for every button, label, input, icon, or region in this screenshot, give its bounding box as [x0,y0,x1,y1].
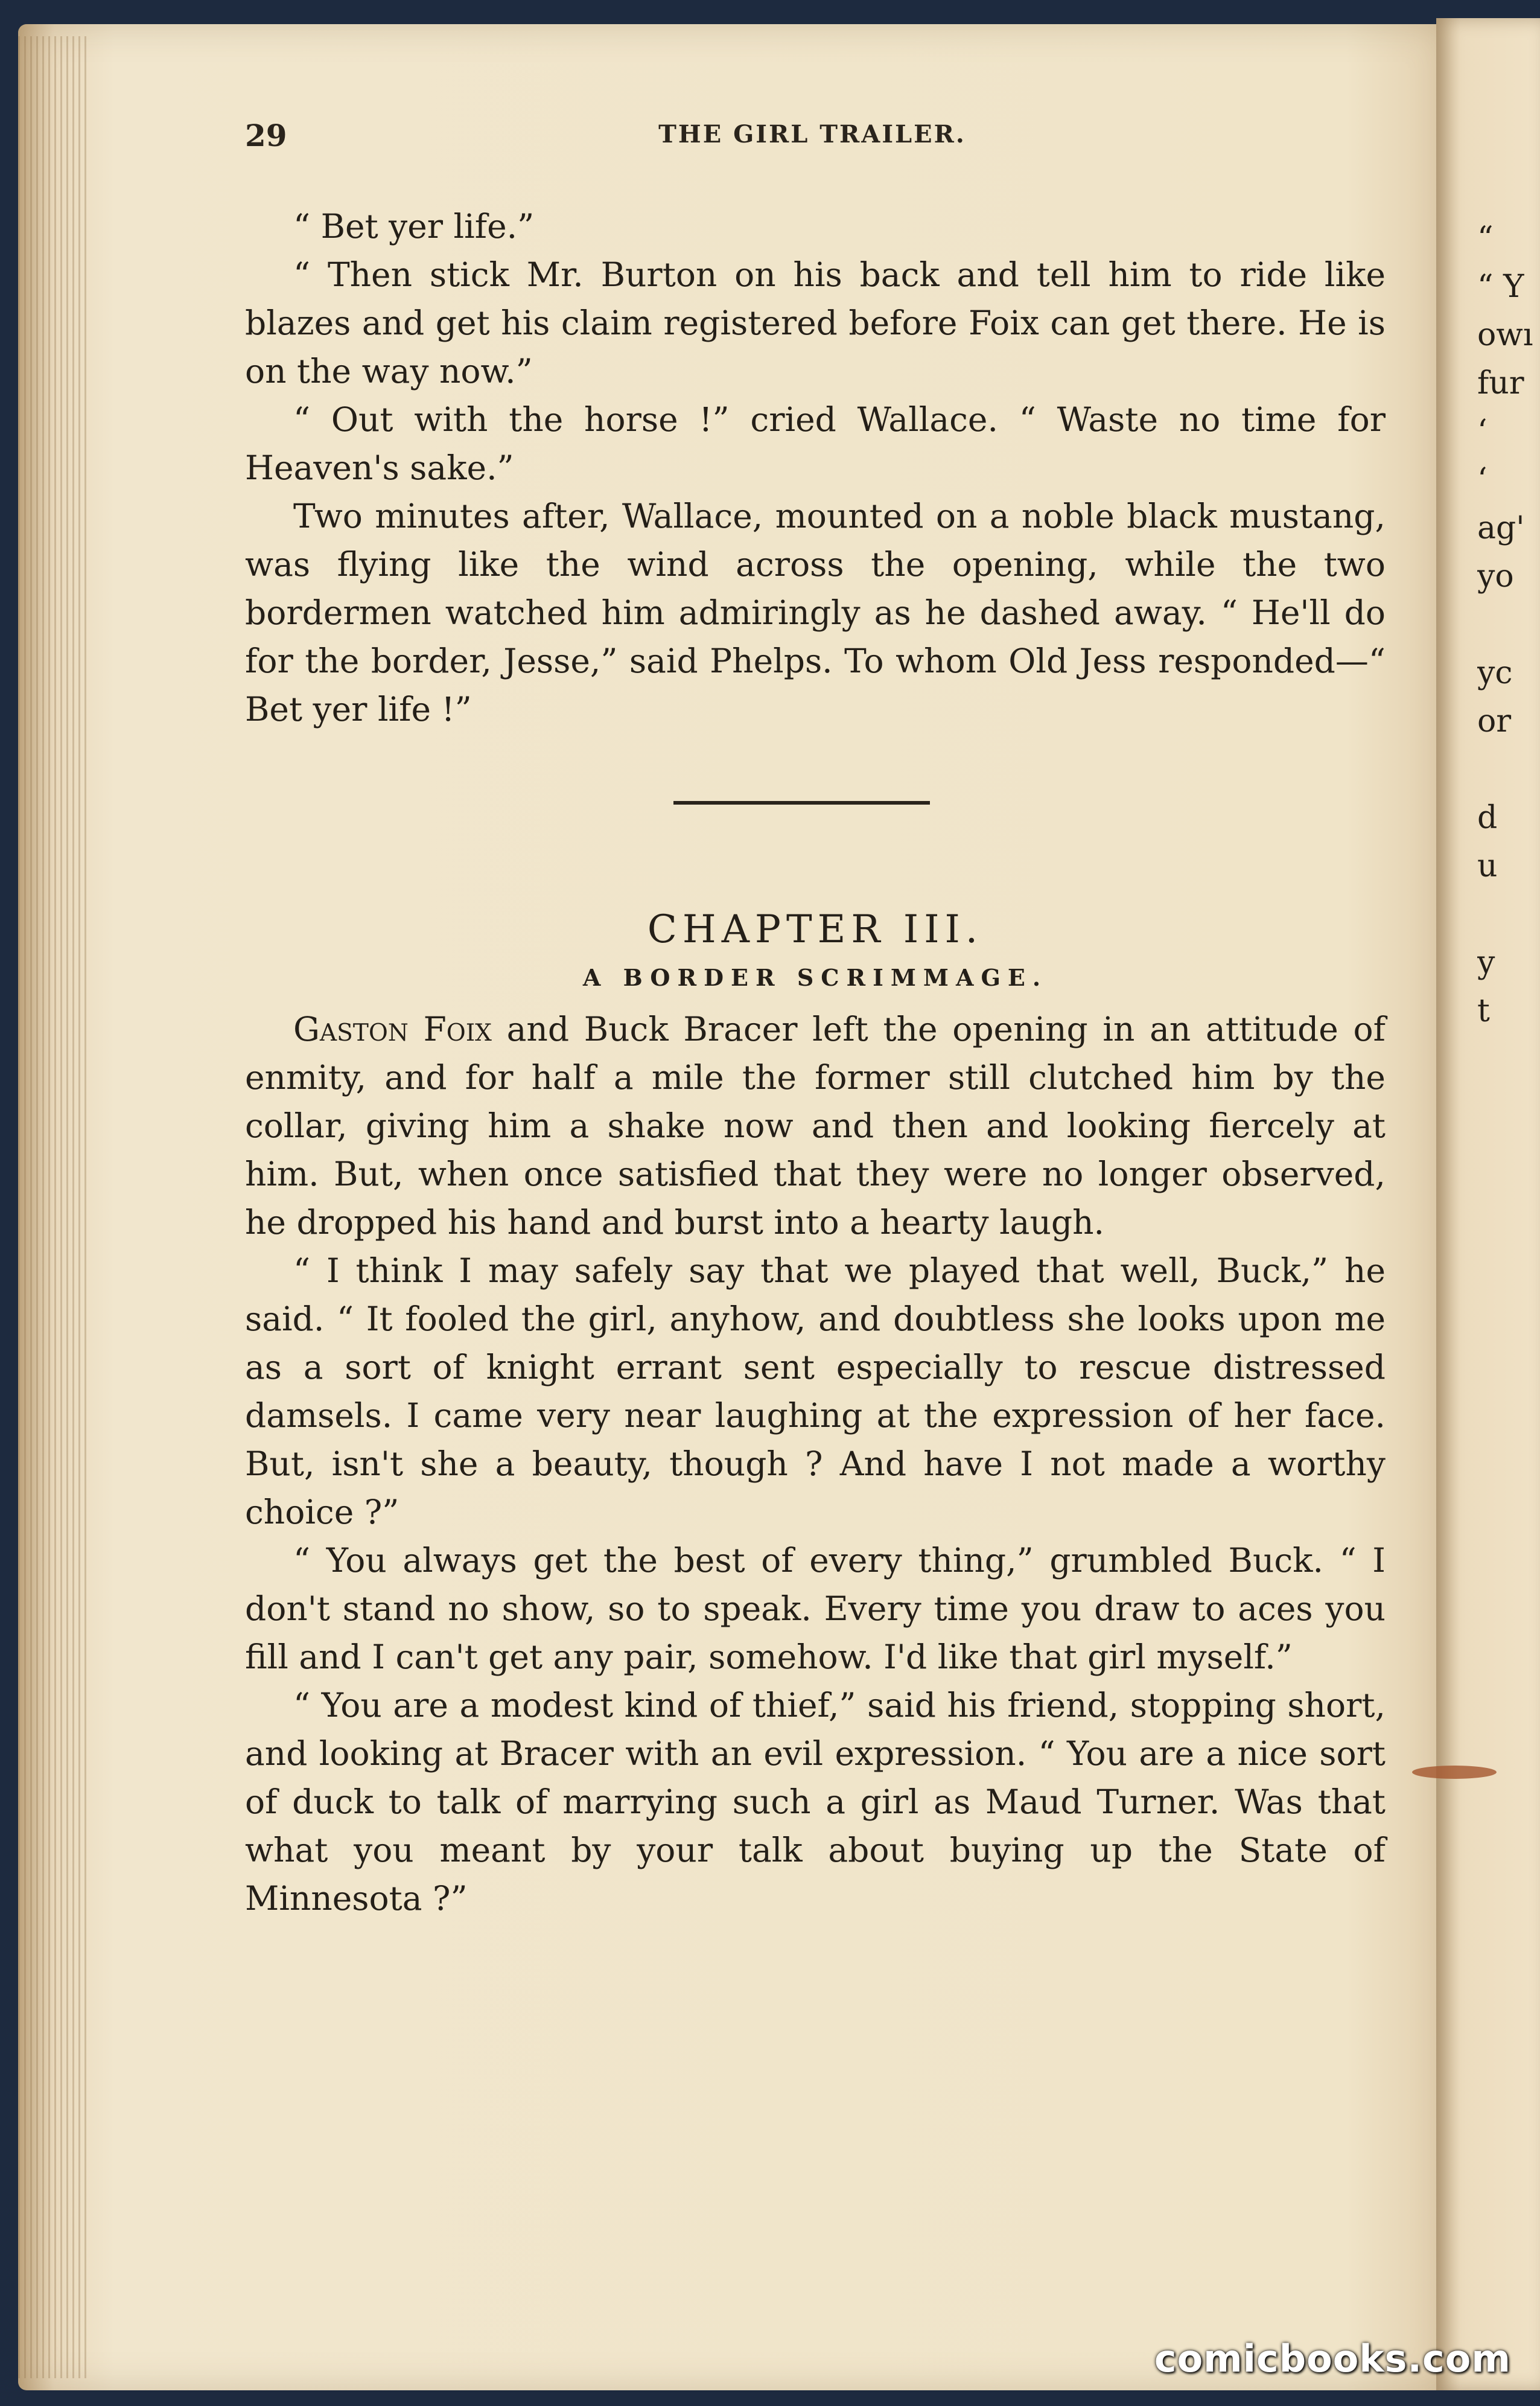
fragment: “ [1477,220,1494,257]
fragment: or [1477,703,1512,739]
fragment: fur [1477,365,1524,401]
paragraph: “ Out with the horse !” cried Wallace. “ Waste no time for Heaven's sake.” [245,400,1386,487]
fragment: “ Y [1477,269,1524,305]
paragraph: “ Then stick Mr. Burton on his back and tell him to ride like blazes and get his claim registered before Foix can get there. He is on the way now.” [245,255,1386,391]
chapter-heading: CHAPTER III. [647,907,984,952]
fragment: u [1477,848,1498,884]
chapter-first-paragraph [245,1005,1386,1246]
paragraph: “ I think I may safely say that we played that well, Buck,” he said. “ It fooled the girl, anyhow, and doubtless she looks upon me as a sort of knight errant sent especially to rescue distressed damsels. I came very near laughing at the expression of her face. But, isn't she a beauty, though ? And have I not made a worthy choice ?” [245,1251,1386,1531]
fragment: yo [1477,558,1514,595]
page-number: 29 [245,118,287,153]
book-title: THE GIRL TRAILER. [658,120,966,148]
fragment: y [1477,945,1495,981]
fragment [1477,890,1540,939]
fragment [1477,601,1540,649]
fragment: ag' [1477,510,1525,546]
paragraph: “ You are a modest kind of thief,” said his friend, stopping short, and looking at Bracer with an evil expression. “ You are a nice sort of duck to talk of marrying such a girl as Maud Turner. Was that what you meant by your talk about buying up the State of Minnesota ?” [245,1686,1386,1918]
right-page-text-fragments [1477,214,1540,1035]
divider-rule [673,801,930,805]
chapter-subtitle: A BORDER SCRIMMAGE. [582,964,1048,991]
fragment [1477,745,1540,794]
running-head [245,118,1379,160]
text-block [245,202,1386,1923]
fragment: d [1477,800,1498,836]
paragraph: Two minutes after, Wallace, mounted on a noble black mustang, was flying like the wind across the opening, while the two bordermen watched him admiringly as he dashed away. “ He'll do for the border, Jesse,” said Phelps. To whom Old Jess responded—“ Bet yer life !” [245,497,1386,729]
paragraph-text: and Buck Bracer left the opening in an attitude of enmity, and for half a mile the former still clutched him by the collar, giving him a shake now and then and looking fiercely at him. But, when once satisfied that they were no longer observed, he dropped his hand and burst into a hearty laugh. [245,1010,1386,1242]
paragraph: “ You always get the best of every thing,” grumbled Buck. “ I don't stand no show, so to speak. Every time you draw to aces you fill and I can't get any pair, somehow. I'd like that girl myself.” [245,1541,1386,1676]
paper-stain [1412,1766,1497,1779]
fragment: yc [1477,655,1513,691]
fragment: t [1477,993,1490,1029]
paragraph: “ Bet yer life.” [293,207,535,246]
watermark: comicbooks.com [1154,2337,1511,2381]
page-edges [18,36,91,2378]
name-small-caps: Gaston Foix [293,1010,492,1048]
fragment: ‘ [1477,413,1488,450]
section-divider [245,733,1386,896]
fragment: owı [1477,317,1533,353]
fragment: ‘ [1477,462,1488,498]
